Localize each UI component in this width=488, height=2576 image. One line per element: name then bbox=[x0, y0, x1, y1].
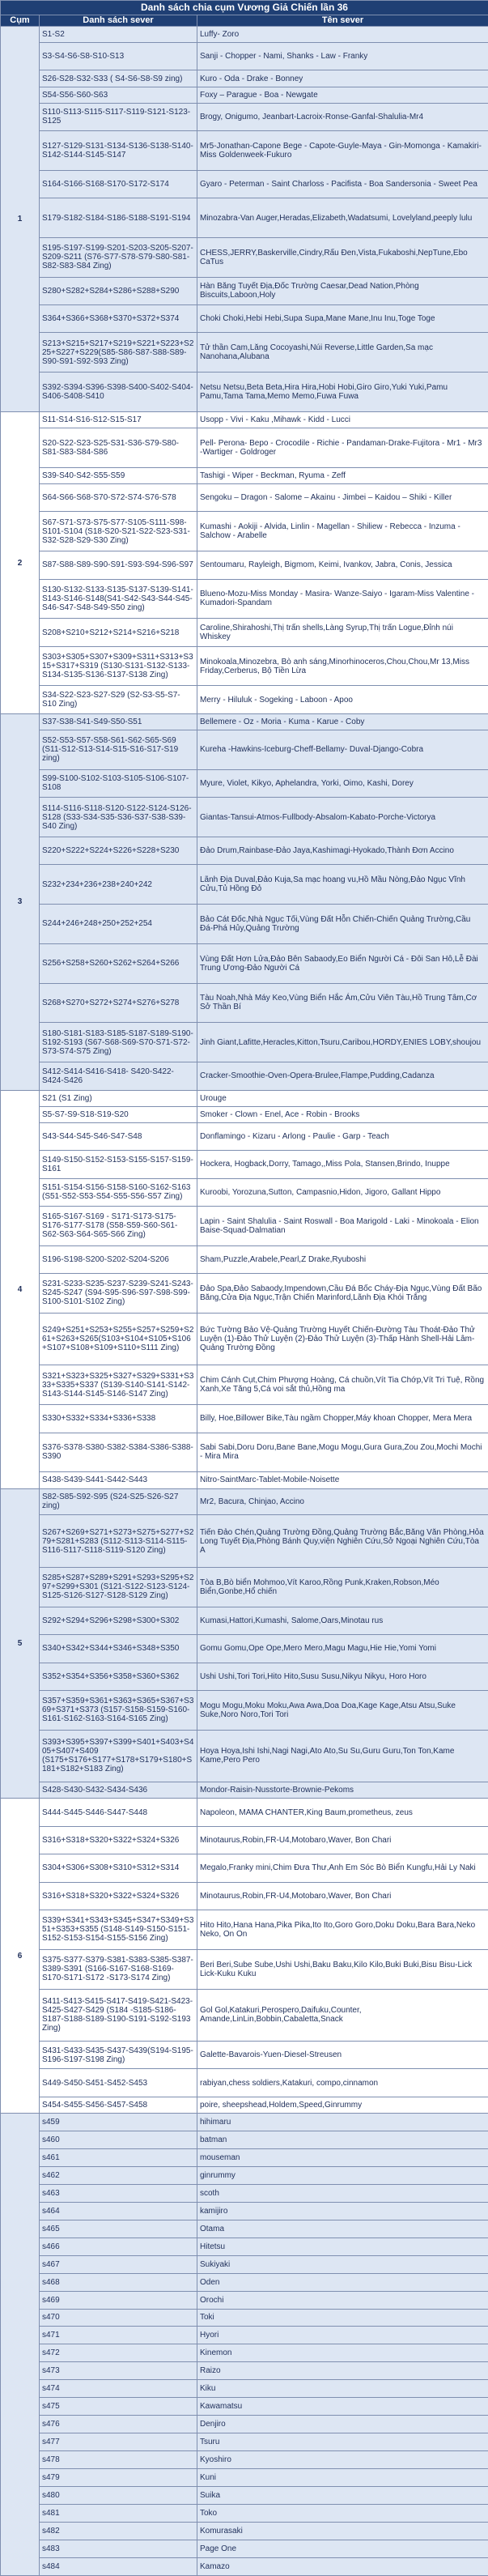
cluster-group-4 bbox=[1, 1090, 488, 1488]
server-list-cell: s466 bbox=[40, 2238, 197, 2255]
table-row bbox=[1, 798, 488, 837]
server-names-cell: Mr5-Jonathan-Capone Bege - Capote-Guyle-Maya - Gin-Momonga - Kamakiri-Miss Goldenweek-Fukuro bbox=[197, 131, 488, 171]
server-names-cell: Hoya Hoya,Ishi Ishi,Nagi Nagi,Ato Ato,Su Su,Guru Guru,Ton Ton,Kame Kame,Pero Pero bbox=[197, 1730, 488, 1782]
server-names-cell: Smoker - Clown - Enel, Ace - Robin - Brooks bbox=[197, 1106, 488, 1122]
server-list-cell: s463 bbox=[40, 2184, 197, 2202]
server-names-cell: Sentoumaru, Rayleigh, Bigmom, Keimi, Ivankov, Jabra, Conis, Jessica bbox=[197, 551, 488, 579]
header-server-names: Tên sever bbox=[197, 15, 488, 27]
table-row bbox=[1, 103, 488, 130]
server-names-cell: Toko bbox=[197, 2504, 488, 2522]
server-list-cell: s475 bbox=[40, 2398, 197, 2416]
server-names-cell: ginrummy bbox=[197, 2166, 488, 2184]
table-row bbox=[1, 277, 488, 304]
server-names-cell: Tsuru bbox=[197, 2433, 488, 2451]
server-names-cell: Gol Gol,Katakuri,Perospero,Daifuku,Counter, Amande,LinLin,Bobbin,Cabaletta,Snack bbox=[197, 1989, 488, 2042]
table-row bbox=[1, 2114, 488, 2131]
table-row bbox=[1, 1151, 488, 1178]
server-list-cell: S438-S439-S441-S442-S443 bbox=[40, 1472, 197, 1488]
server-list-cell: S285+S287+S289+S291+S293+S295+S297+S299+S301 (S121-S122-S123-S124-S125-S126-S127-S128-S129 Zing) bbox=[40, 1568, 197, 1607]
server-list-cell: s472 bbox=[40, 2344, 197, 2362]
server-list-cell: S195-S197-S199-S201-S203-S205-S207-S209-S211 (S76-S77-S78-S79-S80-S81-S82-S83-S84 Zing) bbox=[40, 237, 197, 277]
server-names-cell: Kamazo bbox=[197, 2557, 488, 2575]
server-list-cell: S256+S258+S260+S262+S264+S266 bbox=[40, 943, 197, 983]
table-row bbox=[1, 412, 488, 428]
server-list-cell: s459 bbox=[40, 2114, 197, 2131]
table-row bbox=[1, 1730, 488, 1782]
table-row bbox=[1, 1826, 488, 1854]
server-names-cell: Đảo Drum,Rainbase-Đảo Jaya,Kashimagi-Hyokado,Thành Đơn Accino bbox=[197, 837, 488, 864]
cluster-group-6 bbox=[1, 1799, 488, 2114]
server-list-cell: s468 bbox=[40, 2273, 197, 2291]
server-names-cell: Megalo,Franky mini,Chim Đưa Thư,Anh Em Sóc Bò Biển Kungfu,Hải Ly Naki bbox=[197, 1854, 488, 1882]
server-names-cell: Kuro - Oda - Drake - Bonney bbox=[197, 70, 488, 87]
server-names-cell: Jinh Giant,Lafitte,Heracles,Kitton,Tsuru,Caribou,HORDY,ENIES LOBY,shoujou bbox=[197, 1023, 488, 1062]
server-names-cell: Minozabra-Van Auger,Heradas,Elizabeth,Wadatsumi, Lovelyland,peeply lulu bbox=[197, 198, 488, 238]
table-row bbox=[1, 1245, 488, 1273]
table-row bbox=[1, 905, 488, 944]
server-names-cell: Choki Choki,Hebi Hebi,Supa Supa,Mane Mane,Inu Inu,Toge Toge bbox=[197, 305, 488, 333]
server-list-cell: S149-S150-S152-S153-S155-S157-S159-S161 bbox=[40, 1151, 197, 1178]
server-list-cell: S39-S40-S42-S55-S59 bbox=[40, 467, 197, 483]
server-list-cell: S304+S306+S308+S310+S312+S314 bbox=[40, 1854, 197, 1882]
server-list-cell: s480 bbox=[40, 2487, 197, 2505]
server-list-cell: S5-S7-S9-S18-S19-S20 bbox=[40, 1106, 197, 1122]
table-row bbox=[1, 1782, 488, 1799]
cluster-number: 5 bbox=[1, 1488, 40, 1799]
table-row bbox=[1, 333, 488, 373]
table-row bbox=[1, 1178, 488, 1206]
server-list-cell: S330+S332+S334+S336+S338 bbox=[40, 1405, 197, 1433]
table-row bbox=[1, 1062, 488, 1091]
table-row bbox=[1, 2220, 488, 2238]
table-row bbox=[1, 1515, 488, 1568]
server-names-cell: Foxy – Parague - Boa - Newgate bbox=[197, 87, 488, 103]
server-names-cell: Usopp - Vivi - Kaku ,Mihawk - Kidd - Lucci bbox=[197, 412, 488, 428]
table-row bbox=[1, 1090, 488, 1106]
server-list-cell: s464 bbox=[40, 2202, 197, 2220]
table-row bbox=[1, 1882, 488, 1910]
server-names-cell: Sukiyaki bbox=[197, 2255, 488, 2273]
server-names-cell: Kawamatsu bbox=[197, 2398, 488, 2416]
server-names-cell: Lapin - Saint Shalulia - Saint Roswall - Boa Marigold - Laki - Minokoala - Elion Baise-Squad-Dalmatian bbox=[197, 1206, 488, 1245]
table-row bbox=[1, 1472, 488, 1488]
table-row bbox=[1, 237, 488, 277]
server-list-cell: S249+S251+S253+S255+S257+S259+S261+S263+S265(S103+S104+S105+S106+S107+S108+S109+S110+S111 Zing) bbox=[40, 1313, 197, 1365]
table-row bbox=[1, 2327, 488, 2344]
server-list-cell: S303+S305+S307+S309+S311+S313+S315+S317+S319 (S130-S131-S132-S133-S134-S135-S136-S137-S138 Zing) bbox=[40, 646, 197, 686]
server-list-cell: S196-S198-S200-S202-S204-S206 bbox=[40, 1245, 197, 1273]
server-names-cell: Denjiro bbox=[197, 2416, 488, 2433]
cluster-number: 3 bbox=[1, 713, 40, 1090]
server-list-cell: S431-S433-S435-S437-S439(S194-S195-S196-S197-S198 Zing) bbox=[40, 2042, 197, 2069]
table-row bbox=[1, 2522, 488, 2540]
server-names-cell: Vùng Đất Hơn Lửa,Đảo Bên Sabaody,Eo Biển Người Cá - Đôi San Hô,Lễ Đài Trung Ương-Đảo Người Cá bbox=[197, 943, 488, 983]
server-names-cell: Kumasi,Hattori,Kumashi, Salome,Oars,Minotau rus bbox=[197, 1607, 488, 1634]
server-list-cell: S411-S413-S415-S417-S419-S421-S423-S425-S427-S429 (S184 -S185-S186-S187-S188-S189-S190-S191-S192-S193 Zing) bbox=[40, 1989, 197, 2042]
server-names-cell: Caroline,Shirahoshi,Thị trấn shells,Làng Syrup,Thị trấn Logue,Đỉnh núi Whiskey bbox=[197, 619, 488, 646]
server-list-cell: s461 bbox=[40, 2148, 197, 2166]
server-list-cell: s476 bbox=[40, 2416, 197, 2433]
server-names-cell: Kinemon bbox=[197, 2344, 488, 2362]
table-row bbox=[1, 1313, 488, 1365]
server-names-cell: Tàu Noah,Nhà Máy Keo,Vùng Biển Hắc Ám,Cửu Viên Tàu,Hồ Trung Tâm,Cơ Sở Thần Bí bbox=[197, 983, 488, 1023]
server-names-cell: Kumashi - Aokiji - Alvida, Linlin - Magellan - Shiliew - Rebecca - Inzuma - Salchow - Arabelle bbox=[197, 512, 488, 551]
server-list-cell: S375-S377-S379-S381-S383-S385-S387-S389-S391 (S166-S167-S168-S169-S170-S171-S172 -S173-S174 Zing) bbox=[40, 1949, 197, 1989]
table-row bbox=[1, 2166, 488, 2184]
server-names-cell: Sanji - Chopper - Nami, Shanks - Law - Franky bbox=[197, 43, 488, 70]
server-names-cell: Hito Hito,Hana Hana,Pika Pika,Ito Ito,Goro Goro,Doku Doku,Bara Bara,Neko Neko, On On bbox=[197, 1910, 488, 1950]
server-names-cell: Urouge bbox=[197, 1090, 488, 1106]
server-list-cell: S412-S414-S416-S418- S420-S422-S424-S426 bbox=[40, 1062, 197, 1091]
cluster-number bbox=[1, 2114, 40, 2576]
server-names-cell: Giantas-Tansui-Atmos-Fullbody-Absalom-Kabato-Porche-Victorya bbox=[197, 798, 488, 837]
server-names-cell: Sengoku – Dragon - Salome – Akainu - Jimbei – Kaidou – Shiki - Killer bbox=[197, 483, 488, 511]
server-names-cell: Kuni bbox=[197, 2469, 488, 2487]
table-row bbox=[1, 2540, 488, 2557]
table-row bbox=[1, 2273, 488, 2291]
table-row bbox=[1, 43, 488, 70]
cluster-group-7 bbox=[1, 2114, 488, 2576]
server-names-cell: Otama bbox=[197, 2220, 488, 2238]
table-row bbox=[1, 943, 488, 983]
server-list-cell: S392-S394-S396-S398-S400-S402-S404-S406-S408-S410 bbox=[40, 373, 197, 412]
server-names-cell: Chim Cánh Cụt,Chim Phượng Hoàng, Cá chuồn,Vít Tia Chớp,Vít Tri Tuệ, Rồng Xanh,Xe Tăng 5,Cá voi sắt thủ,Hồng ma bbox=[197, 1365, 488, 1405]
table-row bbox=[1, 2487, 488, 2505]
server-names-cell: Sham,Puzzle,Arabele,Pearl,Z Drake,Ryuboshi bbox=[197, 1245, 488, 1273]
server-names-cell: Raizo bbox=[197, 2362, 488, 2380]
table-row bbox=[1, 2042, 488, 2069]
server-names-cell: Mogu Mogu,Moku Moku,Awa Awa,Doa Doa,Kage Kage,Atsu Atsu,Suke Suke,Noro Noro,Tori Tori bbox=[197, 1690, 488, 1730]
server-list-cell: s477 bbox=[40, 2433, 197, 2451]
table-row bbox=[1, 2202, 488, 2220]
server-names-cell: Bellemere - Oz - Moria - Kuma - Karue - Coby bbox=[197, 713, 488, 730]
table-row bbox=[1, 2504, 488, 2522]
header-server-list: Danh sách sever bbox=[40, 15, 197, 27]
table-row bbox=[1, 2069, 488, 2097]
server-names-cell: Hitetsu bbox=[197, 2238, 488, 2255]
server-list-cell: S393+S395+S397+S399+S401+S403+S405+S407+S409 (S175+S176+S177+S178+S179+S180+S181+S182+S183 Zing) bbox=[40, 1730, 197, 1782]
table-row bbox=[1, 769, 488, 797]
server-list-cell: S267+S269+S271+S273+S275+S277+S279+S281+S283 (S112-S113-S114-S115-S116-S117-S118-S119-S120 Zing) bbox=[40, 1515, 197, 1568]
table-row bbox=[1, 170, 488, 198]
server-names-cell: Tử thần Cam,Lăng Cocoyashi,Núi Reverse,Little Garden,Sa mạc Nanohana,Alubana bbox=[197, 333, 488, 373]
table-row bbox=[1, 2557, 488, 2575]
table-row bbox=[1, 2238, 488, 2255]
server-list-cell: S220+S222+S224+S226+S228+S230 bbox=[40, 837, 197, 864]
server-names-cell: Donflamingo - Kizaru - Arlong - Paulie - Garp - Teach bbox=[197, 1122, 488, 1150]
table-row bbox=[1, 1365, 488, 1405]
table-row bbox=[1, 579, 488, 619]
server-names-cell: Nitro-SaintMarc-Tablet-Mobile-Noisette bbox=[197, 1472, 488, 1488]
server-names-cell: Gomu Gomu,Ope Ope,Mero Mero,Magu Magu,Hie Hie,Yomi Yomi bbox=[197, 1635, 488, 1663]
server-names-cell: Kureha -Hawkins-Iceburg-Cheff-Bellamy- Duval-Django-Cobra bbox=[197, 730, 488, 770]
server-names-cell: Komurasaki bbox=[197, 2522, 488, 2540]
table-row bbox=[1, 2291, 488, 2309]
server-names-cell: Pell- Perona- Bepo - Crocodile - Richie - Pandaman-Drake-Fujitora - Mr1 - Mr3 -Wartiger - Goldroger bbox=[197, 428, 488, 468]
table-row bbox=[1, 1607, 488, 1634]
table-row bbox=[1, 1568, 488, 1607]
server-list-cell: S43-S44-S45-S46-S47-S48 bbox=[40, 1122, 197, 1150]
server-list-cell: S67-S71-S73-S75-S77-S105-S111-S98-S101-S104 (S18-S20-S21-S22-S23-S31-S32-S28-S29-S30 Zing) bbox=[40, 512, 197, 551]
server-list-cell: s470 bbox=[40, 2309, 197, 2327]
server-names-cell: poire, sheepshead,Holdem,Speed,Ginrummy bbox=[197, 2097, 488, 2113]
table-row bbox=[1, 1122, 488, 1150]
server-list-cell: S180-S181-S183-S185-S187-S189-S190-S192-S193 (S67-S68-S69-S70-S71-S72-S73-S74-S75 Zing) bbox=[40, 1023, 197, 1062]
cluster-group-5 bbox=[1, 1488, 488, 1799]
table-row bbox=[1, 2344, 488, 2362]
server-names-cell: hihimaru bbox=[197, 2114, 488, 2131]
server-list-cell: S316+S318+S320+S322+S324+S326 bbox=[40, 1882, 197, 1910]
server-names-cell: Bảo Cát Đốc,Nhà Ngục Tối,Vùng Đất Hỗn Chiến-Chiến Quảng Trường,Cầu Đá-Phá Hủy,Quảng Trường bbox=[197, 905, 488, 944]
table-header bbox=[1, 1, 488, 27]
server-list-cell: s479 bbox=[40, 2469, 197, 2487]
server-list-cell: s465 bbox=[40, 2220, 197, 2238]
server-list-cell: s484 bbox=[40, 2557, 197, 2575]
header-cluster: Cụm bbox=[1, 15, 40, 27]
table-row bbox=[1, 27, 488, 43]
table-row bbox=[1, 730, 488, 770]
server-list-cell: S21 (S1 Zing) bbox=[40, 1090, 197, 1106]
server-list-cell: S454-S455-S456-S457-S458 bbox=[40, 2097, 197, 2113]
server-list-cell: S213+S215+S217+S219+S221+S223+S225+S227+S229(S85-S86-S87-S88-S89-S90-S91-S92-S93 Zing) bbox=[40, 333, 197, 373]
server-names-cell: Page One bbox=[197, 2540, 488, 2557]
table-row bbox=[1, 2097, 488, 2113]
server-list-cell: S292+S294+S296+S298+S300+S302 bbox=[40, 1607, 197, 1634]
server-names-cell: Napoleon, MAMA CHANTER,King Baum,prometheus, zeus bbox=[197, 1799, 488, 1826]
table-row bbox=[1, 2309, 488, 2327]
server-names-cell: Myure, Violet, Kikyo, Aphelandra, Yorki, Oimo, Kashi, Dorey bbox=[197, 769, 488, 797]
server-list-cell: S164-S166-S168-S170-S172-S174 bbox=[40, 170, 197, 198]
table-row bbox=[1, 837, 488, 864]
server-list-cell: S110-S113-S115-S117-S119-S121-S123-S125 bbox=[40, 103, 197, 130]
server-names-cell: Tashigi - Wiper - Beckman, Ryuma - Zeff bbox=[197, 467, 488, 483]
server-list-cell: S316+S318+S320+S322+S324+S326 bbox=[40, 1826, 197, 1854]
table-row bbox=[1, 1274, 488, 1314]
server-names-cell: Oden bbox=[197, 2273, 488, 2291]
table-row bbox=[1, 1106, 488, 1122]
server-list-cell: S82-S85-S92-S95 (S24-S25-S26-S27 zing) bbox=[40, 1488, 197, 1515]
table-title: Danh sách chia cụm Vương Giả Chiến lần 36 bbox=[1, 1, 488, 15]
server-names-cell: Hyori bbox=[197, 2327, 488, 2344]
server-list-cell: S321+S323+S325+S327+S329+S331+S333+S335+S337 (S139-S140-S141-S142-S143-S144-S145-S146-S147 Zing) bbox=[40, 1365, 197, 1405]
server-names-cell: CHESS,JERRY,Baskerville,Cindry,Rấu Đen,Vista,Fukaboshi,NepTune,Ebo CaTus bbox=[197, 237, 488, 277]
cluster-group-2 bbox=[1, 412, 488, 714]
table-row bbox=[1, 483, 488, 511]
server-names-cell: Hockera, Hogback,Dorry, Tamago,,Miss Pola, Stansen,Brindo, Inuppe bbox=[197, 1151, 488, 1178]
table-row bbox=[1, 646, 488, 686]
server-names-cell: Gyaro - Peterman - Saint Charloss - Pacifista - Boa Sandersonia - Sweet Pea bbox=[197, 170, 488, 198]
server-list-cell: s481 bbox=[40, 2504, 197, 2522]
table-row bbox=[1, 2148, 488, 2166]
server-list-cell: S37-S38-S41-S49-S50-S51 bbox=[40, 713, 197, 730]
server-list-cell: S428-S430-S432-S434-S436 bbox=[40, 1782, 197, 1799]
server-list-cell: s471 bbox=[40, 2327, 197, 2344]
server-list-cell: S165-S167-S169 - S171-S173-S175- S176-S177-S178 (S58-S59-S60-S61-S62-S63-S64-S65-S66 Zing) bbox=[40, 1206, 197, 1245]
table-row bbox=[1, 2184, 488, 2202]
table-row bbox=[1, 70, 488, 87]
server-list-cell: S52-S53-S57-S58-S61-S62-S65-S69 (S11-S12-S13-S14-S15-S16-S17-S19 zing) bbox=[40, 730, 197, 770]
server-names-cell: Kiku bbox=[197, 2380, 488, 2398]
server-names-cell: Beri Beri,Sube Sube,Ushi Ushi,Baku Baku,Kilo Kilo,Buki Buki,Bisu Bisu-Lick Lick-Kuku Kuku bbox=[197, 1949, 488, 1989]
server-names-cell: Mondor-Raisin-Nusstorte-Brownie-Pekoms bbox=[197, 1782, 488, 1799]
server-names-cell: Billy, Hoe,Billower Bike,Tàu ngầm Chopper,Máy khoan Chopper, Mera Mera bbox=[197, 1405, 488, 1433]
server-names-cell: Minokoala,Minozebra, Bò anh sáng,Minorhinoceros,Chou,Chou,Mr 13,Miss Friday,Cerberus, Bộ Tiền Lừa bbox=[197, 646, 488, 686]
table-row bbox=[1, 1635, 488, 1663]
server-list-cell: S87-S88-S89-S90-S91-S93-S94-S96-S97 bbox=[40, 551, 197, 579]
server-list-cell: S364+S366+S368+S370+S372+S374 bbox=[40, 305, 197, 333]
table-row bbox=[1, 305, 488, 333]
server-list-cell: S127-S129-S131-S134-S136-S138-S140-S142-S144-S145-S147 bbox=[40, 131, 197, 171]
server-list-cell: s474 bbox=[40, 2380, 197, 2398]
server-list-cell: s482 bbox=[40, 2522, 197, 2540]
server-names-cell: Cracker-Smoothie-Oven-Opera-Brulee,Flampe,Pudding,Cadanza bbox=[197, 1062, 488, 1091]
server-list-cell: s462 bbox=[40, 2166, 197, 2184]
server-list-cell: S130-S132-S133-S135-S137-S139-S141-S143-S146-S148(S41-S42-S43-S44-S45-S46-S47-S48-S49-S50 zing) bbox=[40, 579, 197, 619]
server-list-cell: S1-S2 bbox=[40, 27, 197, 43]
server-list-cell: S444-S445-S446-S447-S448 bbox=[40, 1799, 197, 1826]
server-list-cell: S26-S28-S32-S33 ( S4-S6-S8-S9 zing) bbox=[40, 70, 197, 87]
server-names-cell: Mr2, Bacura, Chinjao, Accino bbox=[197, 1488, 488, 1515]
cluster-number: 6 bbox=[1, 1799, 40, 2114]
server-names-cell: Merry - Hiluluk - Sogeking - Laboon - Apoo bbox=[197, 686, 488, 714]
cluster-number: 2 bbox=[1, 412, 40, 714]
server-names-cell: Ushi Ushi,Tori Tori,Hito Hito,Susu Susu,Nikyu Nikyu, Horo Horo bbox=[197, 1663, 488, 1690]
server-list-cell: S151-S154-S156-S158-S160-S162-S163 (S51-S52-S53-S54-S55-S56-S57 Zing) bbox=[40, 1178, 197, 1206]
server-names-cell: Minotaurus,Robin,FR-U4,Motobaro,Waver, Bon Chari bbox=[197, 1826, 488, 1854]
table-row bbox=[1, 131, 488, 171]
server-list-cell: s460 bbox=[40, 2131, 197, 2148]
server-list-cell: S34-S22-S23-S27-S29 (S2-S3-S5-S7-S10 Zing) bbox=[40, 686, 197, 714]
cluster-number: 4 bbox=[1, 1090, 40, 1488]
table-row bbox=[1, 619, 488, 646]
server-names-cell: Minotaurus,Robin,FR-U4,Motobaro,Waver, Bon Chari bbox=[197, 1882, 488, 1910]
table-row bbox=[1, 2255, 488, 2273]
server-names-cell: Suika bbox=[197, 2487, 488, 2505]
server-list-cell: S179-S182-S184-S186-S188-S191-S194 bbox=[40, 198, 197, 238]
server-list-cell: S232+234+236+238+240+242 bbox=[40, 865, 197, 905]
table-row bbox=[1, 2131, 488, 2148]
server-list-cell: S114-S116-S118-S120-S122-S124-S126-S128 (S33-S34-S35-S36-S37-S38-S39-S40 Zing) bbox=[40, 798, 197, 837]
server-list-cell: S244+246+248+250+252+254 bbox=[40, 905, 197, 944]
table-row bbox=[1, 686, 488, 714]
table-row bbox=[1, 1488, 488, 1515]
server-list-cell: S340+S342+S344+S346+S348+S350 bbox=[40, 1635, 197, 1663]
table-row bbox=[1, 2451, 488, 2469]
table-row bbox=[1, 1433, 488, 1472]
server-names-cell: Galette-Bavarois-Yuen-Diesel-Streusen bbox=[197, 2042, 488, 2069]
server-names-cell: Lãnh Địa Duval,Đảo Kuja,Sa mạc hoang vu,Hồ Mầu Nòng,Đảo Ngục Vĩnh Cửu,Tủ Hồng Đỏ bbox=[197, 865, 488, 905]
table-row bbox=[1, 2362, 488, 2380]
table-row bbox=[1, 2469, 488, 2487]
server-names-cell: batman bbox=[197, 2131, 488, 2148]
server-names-cell: scoth bbox=[197, 2184, 488, 2202]
server-list-cell: s467 bbox=[40, 2255, 197, 2273]
server-list-cell: S64-S66-S68-S70-S72-S74-S76-S78 bbox=[40, 483, 197, 511]
server-names-cell: Netsu Netsu,Beta Beta,Hira Hira,Hobi Hobi,Giro Giro,Yuki Yuki,Pamu Pamu,Tama Tama,Memo Memo,Fuwa Fuwa bbox=[197, 373, 488, 412]
server-list-cell: S280+S282+S284+S286+S288+S290 bbox=[40, 277, 197, 304]
table-row bbox=[1, 1023, 488, 1062]
table-row bbox=[1, 713, 488, 730]
table-row bbox=[1, 983, 488, 1023]
server-names-cell: Brogy, Onigumo, Jeanbart-Lacroix-Ronse-Ganfal-Shalulia-Mr4 bbox=[197, 103, 488, 130]
server-list-cell: S376-S378-S380-S382-S384-S386-S388-S390 bbox=[40, 1433, 197, 1472]
server-list-cell: s473 bbox=[40, 2362, 197, 2380]
cluster-group-3 bbox=[1, 713, 488, 1090]
table-row bbox=[1, 1663, 488, 1690]
table-row bbox=[1, 865, 488, 905]
server-names-cell: Blueno-Mozu-Miss Monday - Masira- Wanze-Saiyo - Igaram-Miss Valentine - Kumadori-Spandam bbox=[197, 579, 488, 619]
table-row bbox=[1, 1405, 488, 1433]
server-list-cell: S352+S354+S356+S358+S360+S362 bbox=[40, 1663, 197, 1690]
server-list-cell: S357+S359+S361+S363+S365+S367+S369+S371+S373 (S157-S158-S159-S160-S161-S162-S163-S164-S165 Zing) bbox=[40, 1690, 197, 1730]
server-names-cell: Orochi bbox=[197, 2291, 488, 2309]
table-row bbox=[1, 373, 488, 412]
server-names-cell: rabiyan,chess soldiers,Katakuri, compo,cinnamon bbox=[197, 2069, 488, 2097]
server-list-cell: s478 bbox=[40, 2451, 197, 2469]
table-row bbox=[1, 512, 488, 551]
cluster-group-1 bbox=[1, 27, 488, 412]
table-row bbox=[1, 198, 488, 238]
server-names-cell: Kyoshiro bbox=[197, 2451, 488, 2469]
server-list-cell: S231-S233-S235-S237-S239-S241-S243-S245-S247 (S94-S95-S96-S97-S98-S99-S100-S101-S102 Zing) bbox=[40, 1274, 197, 1314]
table-row bbox=[1, 2398, 488, 2416]
server-names-cell: Sabi Sabi,Doru Doru,Bane Bane,Mogu Mogu,Gura Gura,Zou Zou,Mochi Mochi - Mira Mira bbox=[197, 1433, 488, 1472]
server-list-cell: S449-S450-S451-S452-S453 bbox=[40, 2069, 197, 2097]
table-row bbox=[1, 1690, 488, 1730]
cluster-number: 1 bbox=[1, 27, 40, 412]
table-row bbox=[1, 1989, 488, 2042]
server-names-cell: Tiến Đảo Chén,Quảng Trường Đồng,Quảng Trường Bắc,Băng Văn Phòng,Hỏa Long Tuyết Địa,Phòng Bánh Quy,viện Nghiên Cứu,Sở Ngoại Nghiên Cứu,Tòa A bbox=[197, 1515, 488, 1568]
table-row bbox=[1, 2380, 488, 2398]
server-list-cell: s483 bbox=[40, 2540, 197, 2557]
table-row bbox=[1, 1910, 488, 1950]
server-list-cell: S11-S14-S16-S12-S15-S17 bbox=[40, 412, 197, 428]
server-list-cell: S268+S270+S272+S274+S276+S278 bbox=[40, 983, 197, 1023]
server-names-cell: Toki bbox=[197, 2309, 488, 2327]
table-row bbox=[1, 87, 488, 103]
server-list-cell: S3-S4-S6-S8-S10-S13 bbox=[40, 43, 197, 70]
server-names-cell: Tòa B,Bò biển Mohmoo,Vít Karoo,Rồng Punk,Kraken,Robson,Méo Biển,Gonbe,Hổ chiến bbox=[197, 1568, 488, 1607]
server-list-cell: s469 bbox=[40, 2291, 197, 2309]
server-names-cell: Luffy- Zoro bbox=[197, 27, 488, 43]
server-list-cell: S99-S100-S102-S103-S105-S106-S107-S108 bbox=[40, 769, 197, 797]
server-names-cell: Đảo Spa,Đảo Sabaody,Impendown,Cầu Đá Bốc Cháy-Địa Ngục,Vùng Đất Bão Băng,Cửa Địa Ngục,Trận Chiến Marinford,Lãnh Địa Khói Trắng bbox=[197, 1274, 488, 1314]
table-row bbox=[1, 1799, 488, 1826]
table-row bbox=[1, 1949, 488, 1989]
server-list-cell: S54-S56-S60-S63 bbox=[40, 87, 197, 103]
server-list-cell: S339+S341+S343+S345+S347+S349+S351+S353+S355 (S148-S149-S150-S151-S152-S153-S154-S155-S156 Zing) bbox=[40, 1910, 197, 1950]
server-names-cell: Hàn Băng Tuyết Địa,Đốc Trường Caesar,Dead Nation,Phòng Biscuits,Laboon,Holy bbox=[197, 277, 488, 304]
server-list-cell: S208+S210+S212+S214+S216+S218 bbox=[40, 619, 197, 646]
table-row bbox=[1, 551, 488, 579]
table-row bbox=[1, 428, 488, 468]
server-names-cell: mouseman bbox=[197, 2148, 488, 2166]
table-row bbox=[1, 2433, 488, 2451]
server-names-cell: Bức Tường Bảo Vệ-Quảng Trường Huyết Chiến-Đường Tàu Thoát-Đảo Thử Luyện (1)-Đảo Thử Luyện (2)-Đảo Thử Luyện (3)-Thấp Hành Shell-Hải Lâm-Quảng Trường Đồng bbox=[197, 1313, 488, 1365]
table-row bbox=[1, 2416, 488, 2433]
table-row bbox=[1, 1854, 488, 1882]
table-row bbox=[1, 1206, 488, 1245]
server-names-cell: kamijiro bbox=[197, 2202, 488, 2220]
server-list-cell: S20-S22-S23-S25-S31-S36-S79-S80-S81-S83-S84-S86 bbox=[40, 428, 197, 468]
table-row bbox=[1, 467, 488, 483]
server-names-cell: Kuroobi, Yorozuna,Sutton, Campasnio,Hidon, Jigoro, Gallant Hippo bbox=[197, 1178, 488, 1206]
